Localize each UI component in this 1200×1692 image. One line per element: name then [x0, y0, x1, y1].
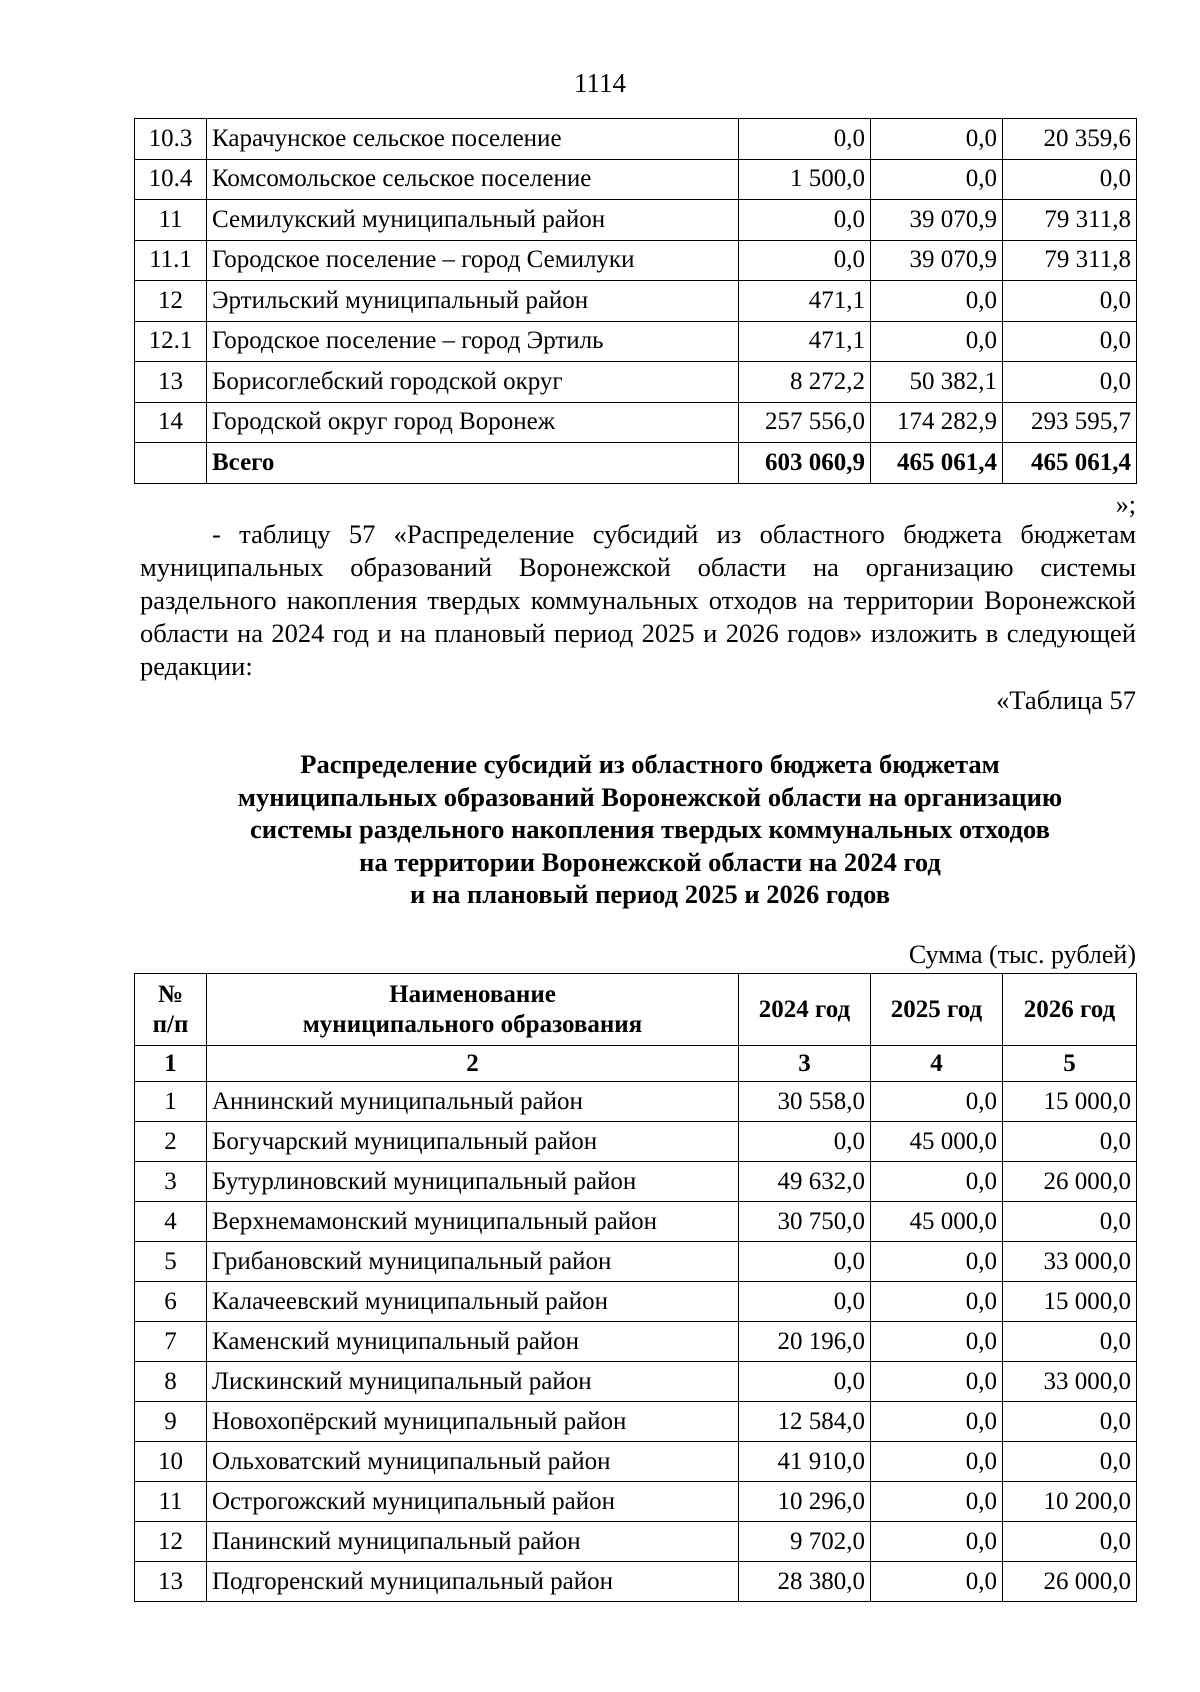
row-number: 8: [135, 1362, 207, 1402]
amendment-paragraph: [140, 518, 1136, 683]
row-value-2025: 0,0: [871, 1482, 1003, 1522]
row-value-2024: 41 910,0: [739, 1442, 871, 1482]
row-value-2026: 0,0: [1003, 1202, 1137, 1242]
main-table-head: [135, 974, 1137, 1082]
heading-line: и на плановый период 2025 и 2026 годов: [409, 879, 891, 909]
heading-line: муниципальных образований Воронежской области на организацию: [237, 781, 1063, 812]
row-name: Грибановский муниципальный район: [207, 1242, 739, 1282]
row-name: Каменский муниципальный район: [207, 1322, 739, 1362]
table-row: [135, 1442, 1137, 1482]
row-number: 14: [135, 402, 207, 443]
row-number: 11: [135, 1482, 207, 1522]
row-value-2024: 1 500,0: [739, 159, 871, 200]
row-value-2024: 257 556,0: [739, 402, 871, 443]
row-value-2026: 0,0: [1003, 362, 1137, 403]
row-value-2024: 12 584,0: [739, 1402, 871, 1442]
row-value-2025: 0,0: [871, 1162, 1003, 1202]
row-value-2026: 0,0: [1003, 1402, 1137, 1442]
table-heading: [150, 748, 1150, 911]
table-row: [135, 159, 1137, 200]
row-number: 10.4: [135, 159, 207, 200]
row-value-2024: 0,0: [739, 119, 871, 160]
table-row: [135, 1082, 1137, 1122]
row-value-2026: 10 200,0: [1003, 1482, 1137, 1522]
table-row: [135, 281, 1137, 322]
row-value-2026: 0,0: [1003, 281, 1137, 322]
heading-line: системы раздельного накопления твердых коммунальных отходов: [250, 814, 1050, 844]
top-table-body: [135, 119, 1137, 484]
col-number: 4: [871, 1046, 1003, 1082]
row-value-2024: 28 380,0: [739, 1562, 871, 1602]
total-value-2025: 465 061,4: [871, 443, 1003, 484]
row-number: 11.1: [135, 240, 207, 281]
row-value-2025: 0,0: [871, 1442, 1003, 1482]
row-name: Калачеевский муниципальный район: [207, 1282, 739, 1322]
main-table-body: [135, 1082, 1137, 1602]
row-name: Бутурлиновский муниципальный район: [207, 1162, 739, 1202]
row-value-2026: 0,0: [1003, 1522, 1137, 1562]
table-row: [135, 1482, 1137, 1522]
total-row: [135, 443, 1137, 484]
row-value-2024: 471,1: [739, 321, 871, 362]
row-value-2026: 293 595,7: [1003, 402, 1137, 443]
row-value-2025: 0,0: [871, 1402, 1003, 1442]
row-value-2025: 45 000,0: [871, 1122, 1003, 1162]
heading-line: на территории Воронежской области на 2024 год: [359, 846, 941, 877]
row-value-2025: 0,0: [871, 119, 1003, 160]
paragraph-first-line: - таблицу 57 «Распределение субсидий из областного бюджета бюджетам: [212, 519, 1136, 549]
row-value-2024: 0,0: [739, 1122, 871, 1162]
row-number: 6: [135, 1282, 207, 1322]
col-number: 2: [207, 1046, 739, 1082]
row-value-2025: 0,0: [871, 1362, 1003, 1402]
row-value-2024: 9 702,0: [739, 1522, 871, 1562]
row-value-2025: 0,0: [871, 1562, 1003, 1602]
table-row: [135, 1162, 1137, 1202]
main-table: [134, 973, 1137, 1602]
row-name: Комсомольское сельское поселение: [207, 159, 739, 200]
header-name: [207, 974, 739, 1046]
header-row: [135, 974, 1137, 1046]
row-name: Борисоглебский городской округ: [207, 362, 739, 403]
row-number: 11: [135, 200, 207, 241]
row-value-2025: 39 070,9: [871, 240, 1003, 281]
row-name: Аннинский муниципальный район: [207, 1082, 739, 1122]
total-value-2024: 603 060,9: [739, 443, 871, 484]
row-value-2025: 50 382,1: [871, 362, 1003, 403]
row-value-2026: 15 000,0: [1003, 1082, 1137, 1122]
row-value-2024: 49 632,0: [739, 1162, 871, 1202]
row-name: Городской округ город Воронеж: [207, 402, 739, 443]
heading-line: Распределение субсидий из областного бюджета бюджетам: [300, 749, 1000, 779]
row-number: 12: [135, 1522, 207, 1562]
row-name: Эртильский муниципальный район: [207, 281, 739, 322]
table-row: [135, 362, 1137, 403]
total-empty-cell: [135, 443, 207, 484]
row-value-2026: 79 311,8: [1003, 240, 1137, 281]
table-row: [135, 321, 1137, 362]
row-value-2025: 174 282,9: [871, 402, 1003, 443]
row-value-2024: 471,1: [739, 281, 871, 322]
table-row: [135, 1122, 1137, 1162]
row-number: 1: [135, 1082, 207, 1122]
table-row: [135, 1322, 1137, 1362]
column-numbers-row: [135, 1046, 1137, 1082]
header-2025: 2025 год: [871, 974, 1003, 1046]
row-number: 9: [135, 1402, 207, 1442]
row-value-2024: 0,0: [739, 200, 871, 241]
row-name: Богучарский муниципальный район: [207, 1122, 739, 1162]
row-value-2025: 0,0: [871, 1242, 1003, 1282]
row-number: 7: [135, 1322, 207, 1362]
row-value-2024: 0,0: [739, 240, 871, 281]
closing-quote: »;: [1115, 490, 1136, 519]
col-number: 1: [135, 1046, 207, 1082]
row-name: Панинский муниципальный район: [207, 1522, 739, 1562]
table-row: [135, 200, 1137, 241]
row-number: 10: [135, 1442, 207, 1482]
col-number: 5: [1003, 1046, 1137, 1082]
row-value-2026: 0,0: [1003, 321, 1137, 362]
table-row: [135, 402, 1137, 443]
row-name: Семилукский муниципальный район: [207, 200, 739, 241]
row-value-2024: 30 558,0: [739, 1082, 871, 1122]
row-number: 13: [135, 362, 207, 403]
row-value-2026: 15 000,0: [1003, 1282, 1137, 1322]
table-row: [135, 240, 1137, 281]
row-name: Острогожский муниципальный район: [207, 1482, 739, 1522]
row-value-2024: 0,0: [739, 1282, 871, 1322]
row-name: Карачунское сельское поселение: [207, 119, 739, 160]
row-number: 4: [135, 1202, 207, 1242]
row-value-2025: 0,0: [871, 1522, 1003, 1562]
row-value-2026: 79 311,8: [1003, 200, 1137, 241]
total-label: Всего: [207, 443, 739, 484]
row-value-2024: 8 272,2: [739, 362, 871, 403]
row-value-2025: 0,0: [871, 1282, 1003, 1322]
header-2026: 2026 год: [1003, 974, 1137, 1046]
row-number: 3: [135, 1162, 207, 1202]
row-value-2024: 20 196,0: [739, 1322, 871, 1362]
row-value-2026: 26 000,0: [1003, 1562, 1137, 1602]
row-value-2024: 0,0: [739, 1242, 871, 1282]
table-row: [135, 1362, 1137, 1402]
row-value-2024: 10 296,0: [739, 1482, 871, 1522]
row-name: Городское поселение – город Семилуки: [207, 240, 739, 281]
row-name: Ольховатский муниципальный район: [207, 1442, 739, 1482]
header-name-line1: Наименование: [389, 980, 556, 1008]
table-row: [135, 1242, 1137, 1282]
row-value-2025: 0,0: [871, 159, 1003, 200]
row-value-2025: 0,0: [871, 1322, 1003, 1362]
header-num-line2: п/п: [152, 1010, 189, 1038]
row-value-2026: 0,0: [1003, 1322, 1137, 1362]
row-name: Новохопёрский муниципальный район: [207, 1402, 739, 1442]
table-caption: «Таблица 57: [996, 685, 1136, 715]
row-value-2026: 33 000,0: [1003, 1362, 1137, 1402]
row-number: 5: [135, 1242, 207, 1282]
table-row: [135, 1562, 1137, 1602]
total-value-2026: 465 061,4: [1003, 443, 1137, 484]
table-row: [135, 1202, 1137, 1242]
row-value-2026: 20 359,6: [1003, 119, 1137, 160]
row-value-2024: 0,0: [739, 1362, 871, 1402]
row-number: 13: [135, 1562, 207, 1602]
row-name: Лискинский муниципальный район: [207, 1362, 739, 1402]
row-value-2024: 30 750,0: [739, 1202, 871, 1242]
row-value-2026: 0,0: [1003, 1122, 1137, 1162]
header-name-line2: муниципального образования: [302, 1010, 643, 1038]
row-number: 10.3: [135, 119, 207, 160]
row-name: Верхнемамонский муниципальный район: [207, 1202, 739, 1242]
row-value-2025: 0,0: [871, 281, 1003, 322]
row-number: 12: [135, 281, 207, 322]
row-value-2025: 0,0: [871, 321, 1003, 362]
table-row: [135, 1522, 1137, 1562]
row-number: 2: [135, 1122, 207, 1162]
row-name: Городское поселение – город Эртиль: [207, 321, 739, 362]
header-num: [135, 974, 207, 1046]
paragraph-rest: муниципальных образований Воронежской области на организацию системы раздельного накопления твердых коммунальных отходов на территории Воронежской области на 2024 год и на плановый период 2025 и 2026 годов» изложить в следующей редакции:: [140, 552, 1136, 681]
row-value-2025: 39 070,9: [871, 200, 1003, 241]
top-table: [134, 118, 1137, 484]
header-2024: 2024 год: [739, 974, 871, 1046]
row-value-2026: 26 000,0: [1003, 1162, 1137, 1202]
row-value-2026: 0,0: [1003, 1442, 1137, 1482]
row-value-2025: 0,0: [871, 1082, 1003, 1122]
row-number: 12.1: [135, 321, 207, 362]
row-value-2026: 0,0: [1003, 159, 1137, 200]
row-value-2026: 33 000,0: [1003, 1242, 1137, 1282]
header-num-line1: №: [157, 980, 184, 1008]
row-value-2025: 45 000,0: [871, 1202, 1003, 1242]
page-number: 1114: [574, 68, 626, 98]
table-row: [135, 119, 1137, 160]
table-row: [135, 1402, 1137, 1442]
units-label: Сумма (тыс. рублей): [908, 940, 1136, 969]
table-row: [135, 1282, 1137, 1322]
col-number: 3: [739, 1046, 871, 1082]
row-name: Подгоренский муниципальный район: [207, 1562, 739, 1602]
